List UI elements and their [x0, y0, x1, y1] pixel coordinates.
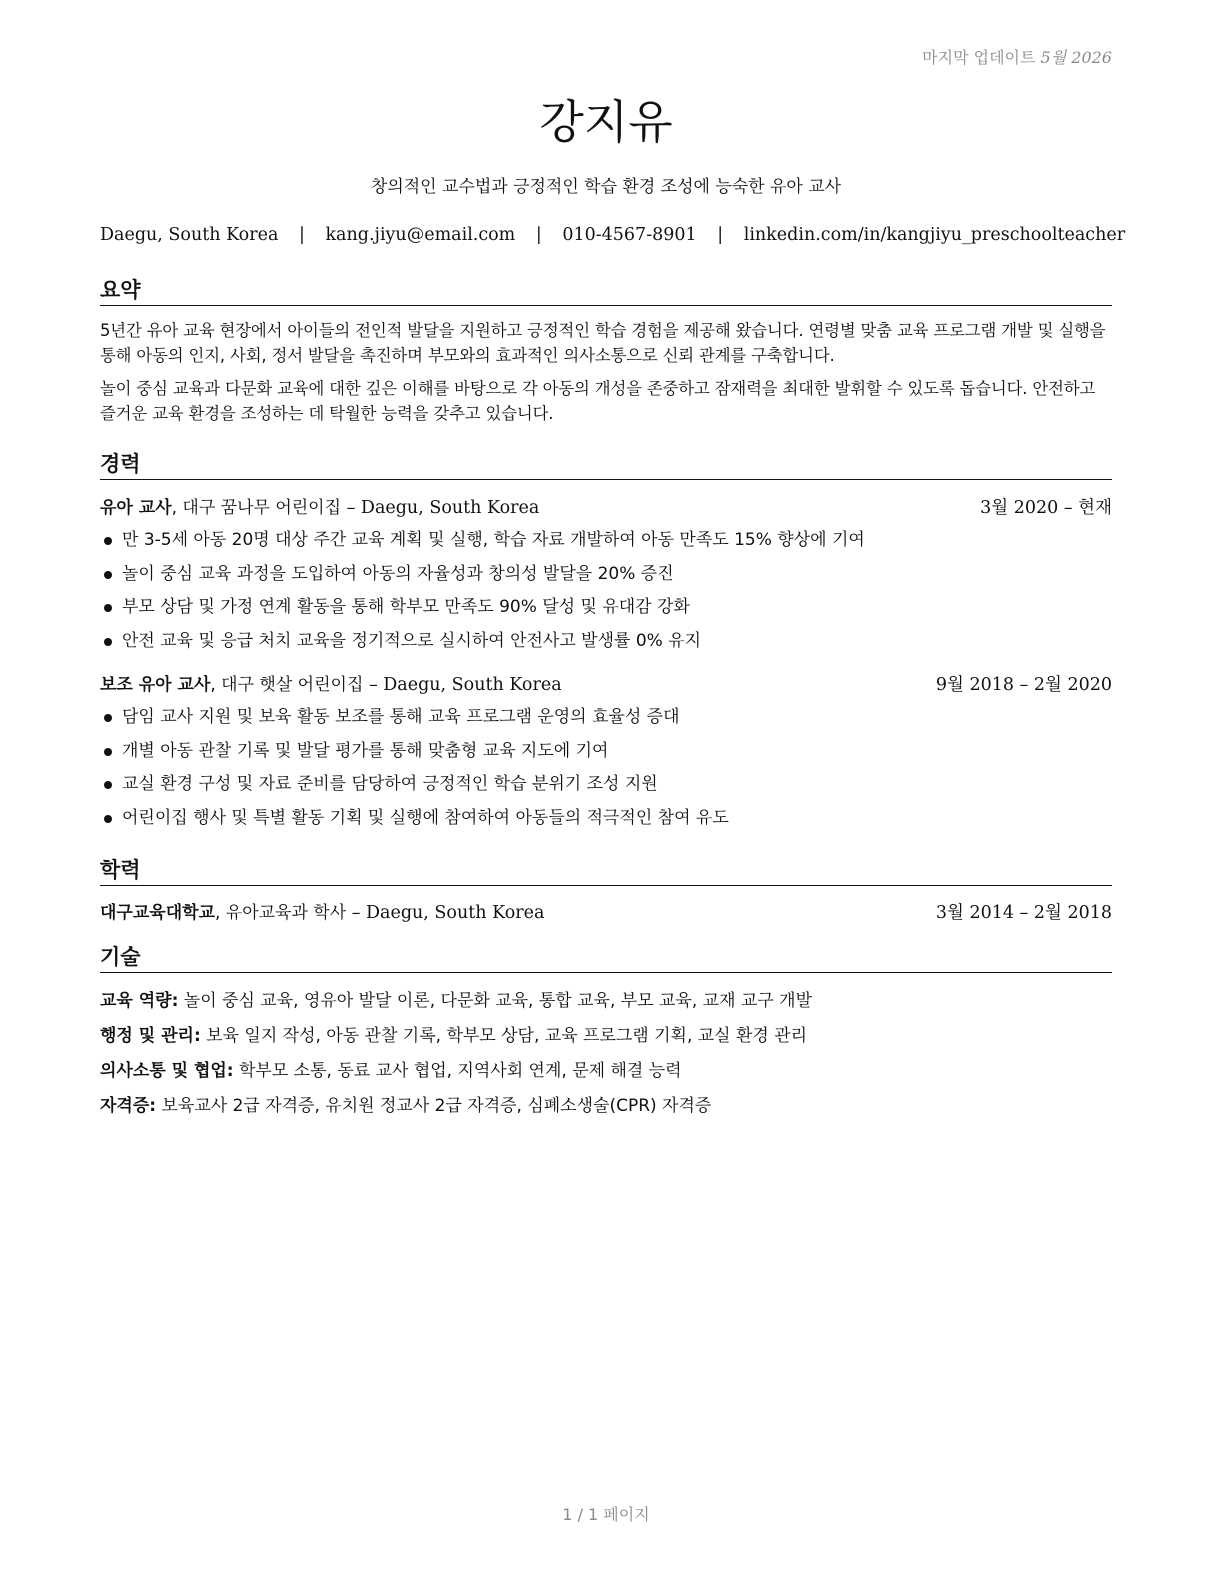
skill-row	[100, 984, 1112, 1019]
section-title-skills: 기술	[100, 943, 1112, 973]
list-item: 어린이집 행사 및 특별 활동 기획 및 실행에 참여하여 아동들의 적극적인 참여 유도	[100, 802, 1112, 836]
education-entry	[100, 900, 1112, 926]
school-name: 대구교육대학교	[100, 903, 215, 923]
experience-section	[100, 450, 1112, 835]
list-item: 교실 환경 구성 및 자료 준비를 담당하여 긍정적인 학습 분위기 조성 지원	[100, 768, 1112, 802]
job-bullets	[100, 524, 1112, 658]
skill-values: 놀이 중심 교육, 영유아 발달 이론, 다문화 교육, 통합 교육, 부모 교육, 교재 교구 개발	[178, 991, 812, 1011]
job-dates: 9월 2018 – 2월 2020	[935, 675, 1112, 695]
job-location: – Daegu, South Korea	[363, 675, 562, 695]
degree: , 유아교육과 학사	[214, 903, 347, 923]
list-item: 만 3-5세 아동 20명 대상 주간 교육 계획 및 실행, 학습 자료 개발하여 아동 만족도 15% 향상에 기여	[100, 524, 1112, 558]
job-dates: 3월 2020 – 현재	[980, 498, 1112, 518]
summary-section	[100, 276, 1112, 426]
job-organization: , 대구 햇살 어린이집	[210, 675, 364, 695]
tagline: 창의적인 교수법과 긍정적인 학습 환경 조성에 능숙한 유아 교사	[370, 177, 842, 197]
job-role: 보조 유아 교사	[100, 675, 211, 695]
skill-values: 보육 일지 작성, 아동 관찰 기록, 학부모 상담, 교육 프로그램 기획, 교실 환경 관리	[200, 1026, 808, 1046]
resume-page	[100, 0, 1126, 1584]
contact-separator: |	[717, 225, 724, 245]
contact-separator: |	[298, 225, 305, 245]
candidate-name: 강지유	[539, 95, 673, 149]
skill-category: 자격증:	[100, 1096, 157, 1116]
contact-line	[100, 225, 1126, 245]
education-location: – Daegu, South Korea	[346, 903, 545, 923]
job-organization: , 대구 꿈나무 어린이집	[171, 498, 342, 518]
contact-phone: 010-4567-8901	[562, 225, 697, 245]
contact-linkedin[interactable]: linkedin.com/in/kangjiyu_preschoolteacher	[743, 225, 1126, 245]
last-updated	[922, 45, 1112, 68]
job-header	[100, 672, 1112, 698]
page-number: 1 / 1 페이지	[562, 1505, 650, 1524]
job-role: 유아 교사	[100, 498, 172, 518]
job-bullets	[100, 701, 1112, 835]
skills-list	[100, 984, 1112, 1124]
list-item: 안전 교육 및 응급 처치 교육을 정기적으로 실시하여 안전사고 발생률 0% 유지	[100, 625, 1112, 659]
job-entry	[100, 672, 1112, 835]
skill-values: 학부모 소통, 동료 교사 협업, 지역사회 연계, 문제 해결 능력	[233, 1061, 682, 1081]
list-item: 놀이 중심 교육 과정을 도입하여 아동의 자율성과 창의성 발달을 20% 증진	[100, 558, 1112, 592]
skill-row	[100, 1019, 1112, 1054]
list-item: 부모 상담 및 가정 연계 활동을 통해 학부모 만족도 90% 달성 및 유대감 강화	[100, 591, 1112, 625]
last-updated-date: 5월 2026	[1040, 48, 1112, 67]
education-section	[100, 856, 1112, 926]
contact-separator: |	[535, 225, 542, 245]
skill-values: 보육교사 2급 자격증, 유치원 정교사 2급 자격증, 심폐소생술(CPR) 자격증	[156, 1096, 712, 1116]
education-dates: 3월 2014 – 2월 2018	[935, 903, 1112, 923]
summary-paragraph: 5년간 유아 교육 현장에서 아이들의 전인적 발달을 지원하고 긍정적인 학습 경험을 제공해 왔습니다. 연령별 맞춤 교육 프로그램 개발 및 실행을 통해 아동의 인지, 사회, 정서 발달을 촉진하며 부모와의 효과적인 의사소통으로 신뢰 관계를 구축합니다.	[100, 321, 1106, 365]
job-location: – Daegu, South Korea	[341, 498, 540, 518]
skills-section	[100, 943, 1112, 1124]
list-item: 담임 교사 지원 및 보육 활동 보조를 통해 교육 프로그램 운영의 효율성 증대	[100, 701, 1112, 735]
section-title-experience: 경력	[100, 450, 1112, 480]
skill-category: 교육 역량:	[100, 991, 179, 1011]
list-item: 개별 아동 관찰 기록 및 발달 평가를 통해 맞춤형 교육 지도에 기여	[100, 735, 1112, 769]
last-updated-label: 마지막 업데이트	[922, 48, 1036, 67]
skill-category: 행정 및 관리:	[100, 1026, 201, 1046]
summary-paragraph: 놀이 중심 교육과 다문화 교육에 대한 깊은 이해를 바탕으로 각 아동의 개성을 존중하고 잠재력을 최대한 발휘할 수 있도록 돕습니다. 안전하고 즐거운 교육 환경을 조성하는 데 탁월한 능력을 갖추고 있습니다.	[100, 379, 1096, 423]
section-title-education: 학력	[100, 856, 1112, 886]
section-title-summary: 요약	[100, 276, 1112, 306]
contact-email[interactable]: kang.jiyu@email.com	[325, 225, 516, 245]
skill-row	[100, 1054, 1112, 1089]
job-entry	[100, 495, 1112, 658]
skill-row	[100, 1089, 1112, 1124]
skill-category: 의사소통 및 협업:	[100, 1061, 234, 1081]
contact-location: Daegu, South Korea	[100, 225, 279, 245]
job-header	[100, 495, 1112, 521]
